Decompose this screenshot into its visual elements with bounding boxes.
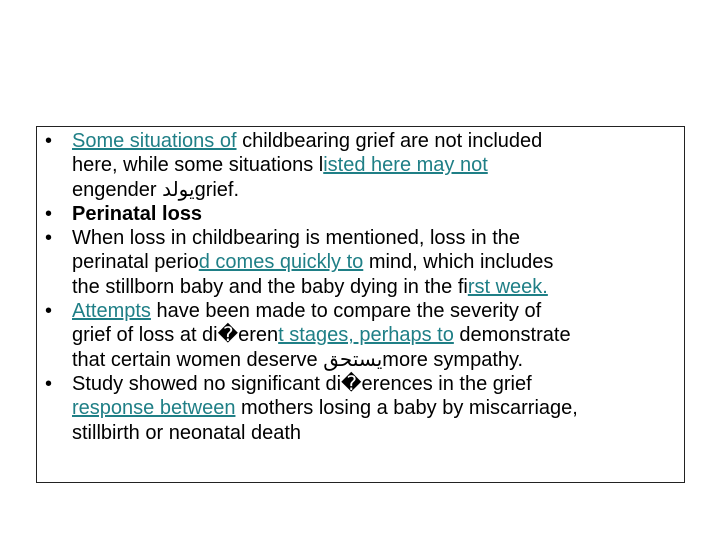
bullet-5-line-3-text: stillbirth or neonatal death	[72, 421, 302, 444]
bullet-4-line-3-end: more sympathy.	[382, 348, 524, 371]
bullet-1-line-3-text: engender	[72, 178, 163, 201]
bullet-5-line-2-text: mothers losing a baby by miscarriage,	[235, 397, 578, 420]
bullet-list	[37, 129, 687, 445]
arabic-word-deserve: يستحق	[323, 348, 383, 371]
bullet-3-line-2-text: perinatal perio	[72, 251, 199, 274]
bullet-4-line-2-text: grief of loss at di�eren	[72, 324, 279, 347]
bullet-4-line-3-text: that certain women deserve	[72, 348, 324, 371]
bullet-item-2	[37, 202, 687, 226]
bullet-item-1	[37, 129, 687, 202]
bullet-3-line-3-text: the stillborn baby and the baby dying in the fi	[72, 275, 468, 298]
bullet-1-line-3-end: grief.	[194, 178, 240, 201]
bullet-1-line-2-text: here, while some situations l	[72, 154, 324, 177]
link-attempts[interactable]: Attempts	[72, 300, 151, 323]
bullet-3-line-1-text: When loss in childbearing is mentioned, loss in the	[72, 227, 521, 250]
bullet-1-line-1-text: childbearing grief are not included	[236, 130, 543, 152]
link-first-week[interactable]: rst week.	[467, 275, 548, 298]
link-stages-perhaps-to[interactable]: t stages, perhaps to	[278, 324, 454, 347]
link-response-between[interactable]: response between	[72, 397, 236, 420]
bullet-4-line-2-end: demonstrate	[453, 324, 571, 347]
bullet-item-4	[37, 299, 687, 372]
link-some-situations-of[interactable]: Some situations of	[72, 130, 237, 152]
bullet-5-line-1-text: Study showed no significant di�erences in the grief	[72, 372, 532, 395]
arabic-word-engender: يولد	[162, 178, 195, 201]
bullet-4-line-1-text: have been made to compare the severity of	[150, 300, 542, 323]
link-comes-quickly-to[interactable]: d comes quickly to	[198, 251, 364, 274]
bullet-item-5	[37, 372, 687, 445]
bullet-3-line-2-end: mind, which includes	[363, 251, 554, 274]
bullet-item-3	[37, 226, 687, 299]
perinatal-loss-heading: Perinatal loss	[72, 202, 203, 225]
link-listed-here-may-not[interactable]: isted here may not	[323, 154, 488, 177]
